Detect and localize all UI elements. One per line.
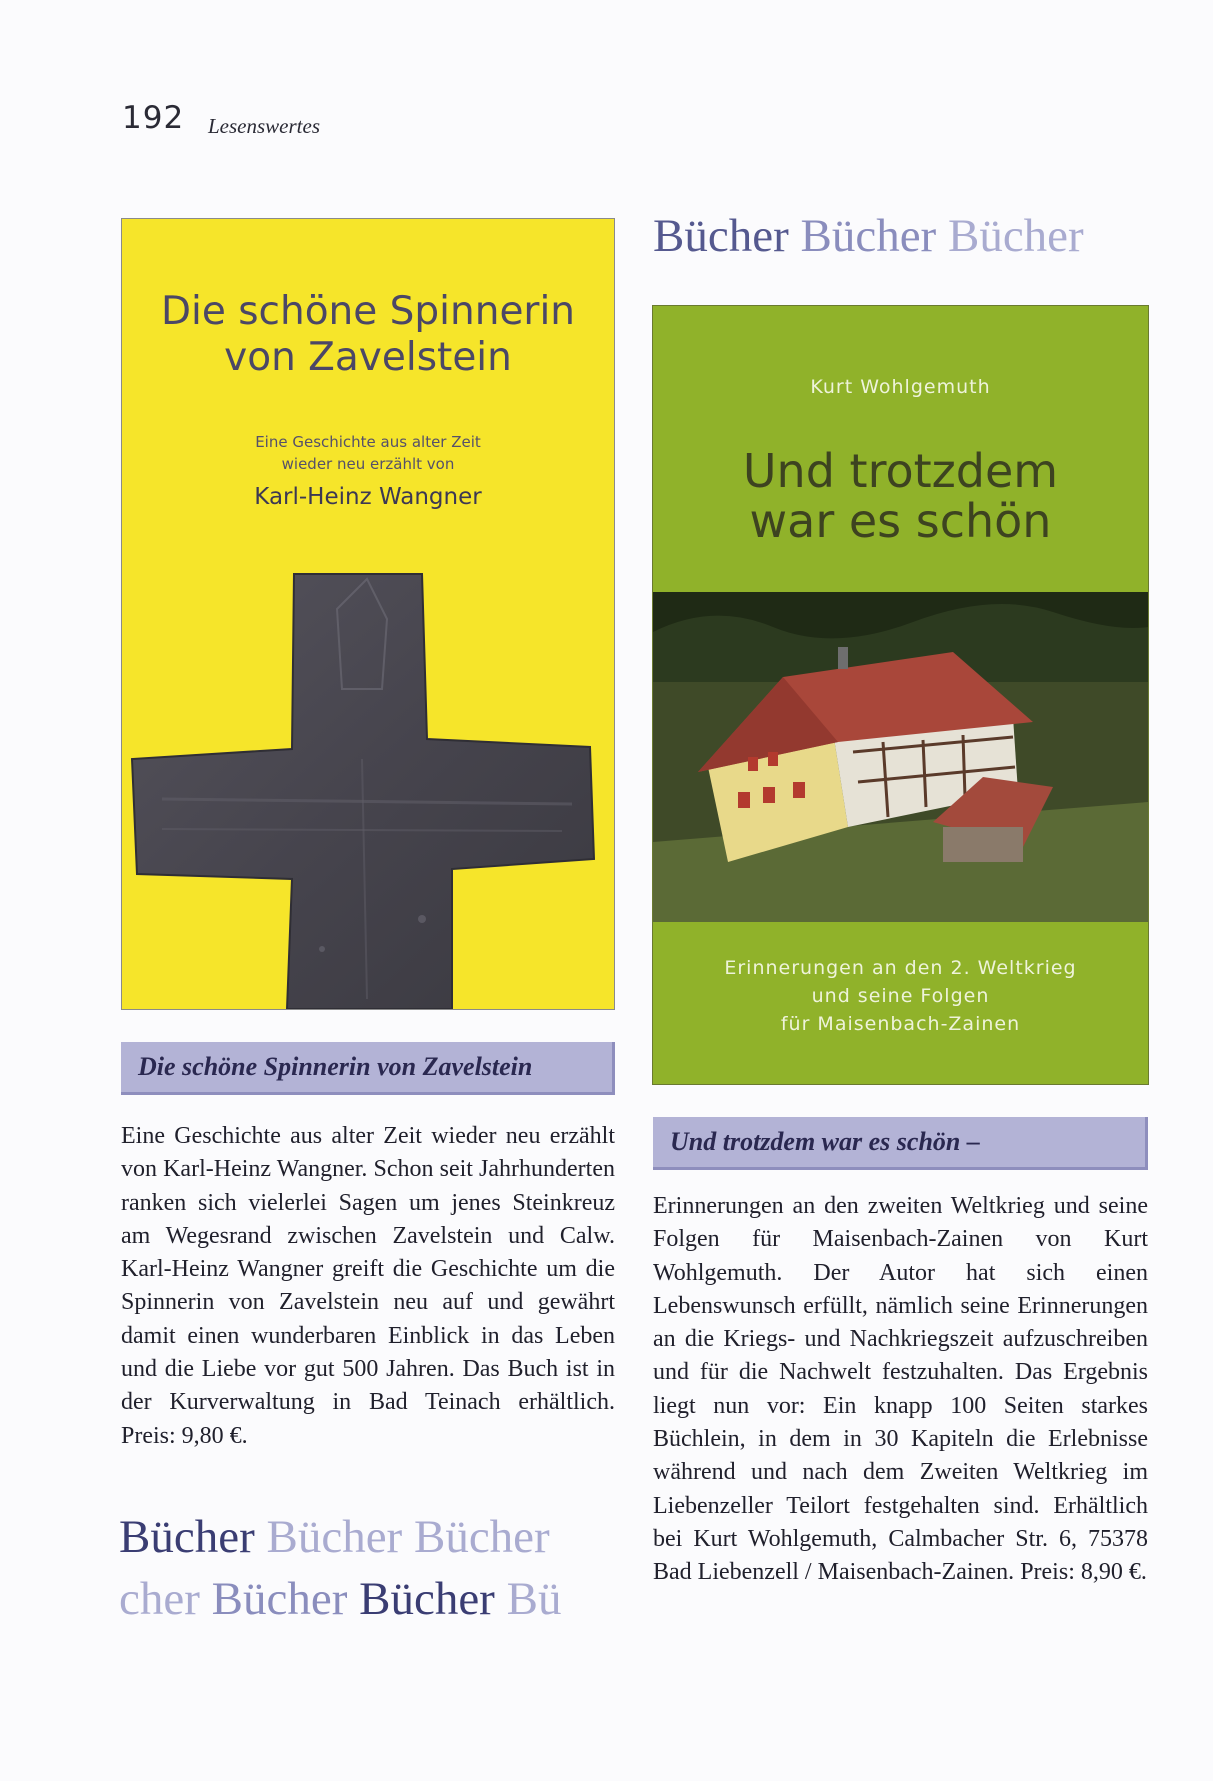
cover-subtitle-line: Erinnerungen an den 2. Weltkrieg [724,957,1077,979]
cover-subtitle-line: Eine Geschichte aus alter Zeit [255,433,481,451]
decor-fragment: Bü [506,1573,562,1625]
book-description-trotzdem [653,1190,1148,1590]
decor-word: Bücher [800,210,937,262]
book-cover-trotzdem [652,305,1149,1085]
cover-subtitle-line: und seine Folgen [811,985,990,1007]
cover-title-line: Die schöne Spinnerin [160,289,576,334]
cover-subtitle [653,954,1148,1038]
cover-author: Karl-Heinz Wangner [254,484,482,510]
page-number: 192 [122,100,185,136]
cover-subtitle-line: wieder neu erzählt von [281,455,455,473]
price: Preis: 9,80 €. [121,1422,248,1449]
decor-word: Bücher [947,210,1084,262]
book-caption-spinnerin: Die schöne Spinnerin von Zavelstein [121,1042,615,1095]
description-text: Erinnerungen an den zweiten Weltkrieg und seine Folgen für Maisenbach-Zainen von Kurt Wohlgemuth. Der Autor hat sich einen Lebenswunsch erfüllt, nämlich seine Erinnerungen an die Kriegs- und Nachkriegszeit aufzuschreiben und für die Nachwelt festzuhalten. Das Ergebnis liegt nun vor: Ein knapp 100 Seiten starkes Büchlein, in dem in 30 Kapiteln die Erlebnisse während und nach dem Zweiten Weltkrieg im Liebenzeller Teilort festgehalten sind. Erhältlich bei Kurt Wohlgemuth, Calmbacher Str. 6, 75378 Bad Liebenzell / Maisenbach-Zainen. [653,1193,1148,1586]
decorative-heading-bottom-2 [119,1572,561,1626]
cover-title-line: war es schön [749,494,1052,548]
cover-title-line: von Zavelstein [224,335,512,380]
decor-word: Bücher [211,1573,348,1625]
book-cover-spinnerin [121,218,615,1010]
description-text: Eine Geschichte aus alter Zeit wieder neu erzählt von Karl-Heinz Wangner. Schon seit Jahrhunderten ranken sich vielerlei Sagen um jenes Steinkreuz am Wegesrand zwischen Zavelstein und Calw. Karl-Heinz Wangner greift die Geschichte um die Spinnerin von Zavelstein neu auf und gewährt damit einen wunderbaren Einblick in das Leben und die Liebe vor gut 500 Jahren. Das Buch ist in der Kurverwaltung in Bad Teinach erhältlich. [121,1123,615,1416]
cover-title [653,446,1148,546]
cover-title [122,289,614,381]
cover-subtitle [122,431,614,475]
decor-word: Bücher [359,1573,495,1625]
farmhouse-photo [653,592,1148,922]
decorative-heading-top [653,209,1084,263]
cover-title-line: Und trotzdem [742,444,1059,498]
cover-subtitle-line: für Maisenbach-Zainen [780,1013,1021,1035]
decor-word: Bücher [413,1511,550,1563]
price: Preis: 8,90 €. [1020,1559,1147,1586]
decor-word: Bücher [266,1511,403,1563]
book-caption-trotzdem: Und trotzdem war es schön – [653,1117,1148,1170]
decor-word: Bücher [119,1511,255,1563]
cover-author: Kurt Wohlgemuth [810,376,991,398]
book-description-spinnerin [121,1120,615,1453]
decor-fragment: cher [119,1573,200,1625]
decor-word: Bücher [653,210,789,262]
section-title: Lesenswertes [208,114,320,138]
decorative-heading-bottom-1 [119,1510,550,1564]
